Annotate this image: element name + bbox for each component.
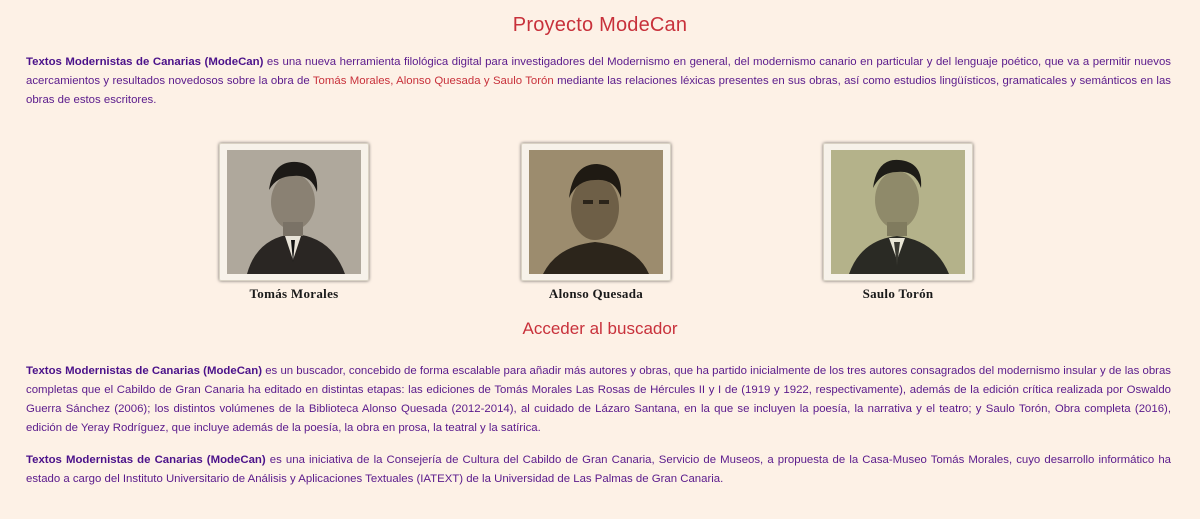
search-description-paragraph xyxy=(26,362,1171,438)
search-access-link[interactable]: Acceder al buscador xyxy=(522,319,678,338)
page-title: Proyecto ModeCan xyxy=(512,14,688,36)
portrait-photo-1 xyxy=(227,150,361,274)
p3-text: es una iniciativa de la Consejería de Cultura del Cabildo de Gran Canaria, Servicio de Museos, a propuesta de la Casa-Museo Tomás Morales, cuyo desarrollo informático ha estado a cargo del Instituto Universitario de Análisis y Aplicaciones Textuales (IATEXT) de la Universidad de Las Palmas de Gran Canaria. xyxy=(26,454,1171,485)
portrait-saulo-toron xyxy=(823,143,973,281)
portrait-alonso-quesada xyxy=(521,143,671,281)
caption-tomas-morales: Tomás Morales xyxy=(249,286,339,301)
intro-paragraph xyxy=(26,53,1171,110)
portrait-photo-2 xyxy=(529,150,663,274)
intro-text-1: es una nueva herramienta filológica digital para investigadores del Modernismo en general, del modernismo canario en particular y del lenguaje poético, que va a permitir nuevos acercamientos y resultados novedosos sobre la obra de xyxy=(26,56,1171,87)
p2-text: es un buscador, concebido de forma escalable para añadir más autores y obras, que ha partido inicialmente de los tres autores consagrados del modernismo insular y de las obras completas que el Cabildo de Gran Canaria ha editado en distintas etapas: las ediciones de Tomás Morales Las Rosas de Hércules II y I de (1919 y 1922, respectivamente), además de la edición crítica realizada por Oswaldo Guerra Sánchez (2006); los distintos volúmenes de la Biblioteca Alonso Quesada (2012-2014), al cuidado de Lázaro Santana, en la que se incluyen la poesía, la narrativa y el teatro; y Saulo Torón, Obra completa (2016), edición de Yeray Rodríguez, que incluye además de la poesía, la obra en prosa, la teatral y la satírica. xyxy=(26,365,1171,434)
portrait-tomas-morales xyxy=(219,143,369,281)
authors-link[interactable]: Tomás Morales, Alonso Quesada y Saulo Torón xyxy=(312,75,554,87)
intro-text-2: mediante las relaciones léxicas presentes en sus obras, así como estudios lingüísticos, gramaticales y semánticos en las obras de estos escritores. xyxy=(26,75,1171,106)
p3-project-name: Textos Modernistas de Canarias (ModeCan) xyxy=(26,454,266,466)
intro-project-name: Textos Modernistas de Canarias (ModeCan) xyxy=(26,56,264,68)
author-portraits xyxy=(0,143,1200,303)
p2-project-name: Textos Modernistas de Canarias (ModeCan) xyxy=(26,365,263,377)
portrait-photo-3 xyxy=(831,150,965,274)
credits-paragraph xyxy=(26,451,1171,489)
caption-saulo-toron: Saulo Torón xyxy=(862,286,934,301)
caption-alonso-quesada: Alonso Quesada xyxy=(548,286,644,301)
